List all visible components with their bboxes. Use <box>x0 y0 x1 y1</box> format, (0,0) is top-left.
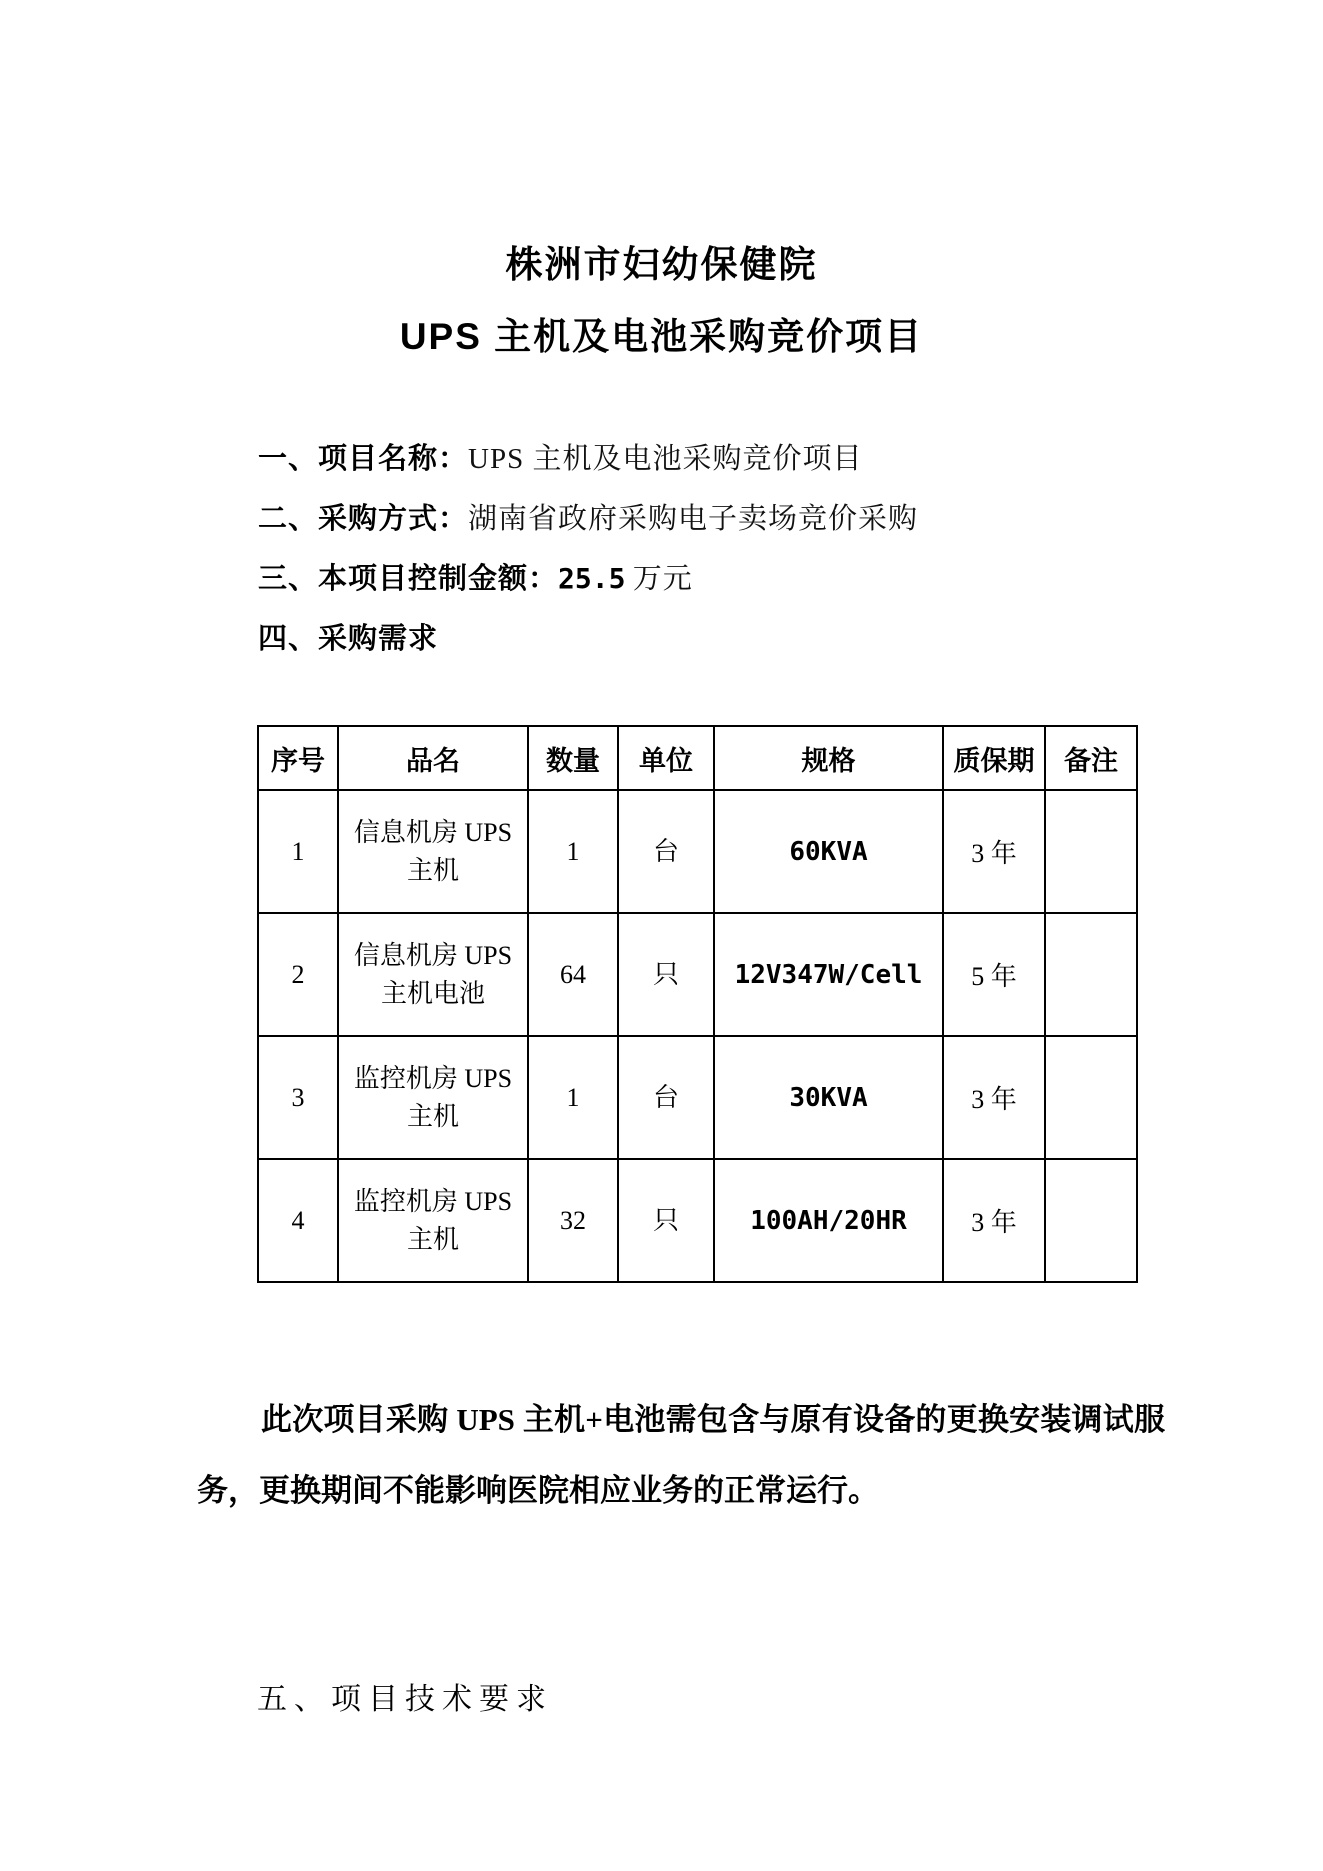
table-cell <box>1045 913 1137 1036</box>
table-header-cell: 备注 <box>1045 726 1137 790</box>
list-item-project-name <box>258 438 1218 498</box>
service-requirement-paragraph: 此次项目采购 UPS 主机+电池需包含与原有设备的更换安装调试服务，更换期间不能影响医院相应业务的正常运行。 <box>197 1402 1165 1508</box>
table-header-cell: 规格 <box>714 726 943 790</box>
table-header-row <box>258 726 1137 790</box>
table-cell: 台 <box>618 790 714 913</box>
control-amount-unit: 万元 <box>632 563 693 595</box>
table-cell: 5 年 <box>943 913 1045 1036</box>
table-cell: 信息机房 UPS 主机 <box>338 790 528 913</box>
table-cell: 只 <box>618 1159 714 1282</box>
requirements-table <box>257 725 1138 1283</box>
list-item-procurement-requirements <box>258 618 1218 678</box>
document-title-org: 株洲市妇幼保健院 <box>505 244 818 285</box>
numbered-list <box>258 438 1218 678</box>
list-item-control-amount <box>258 558 1218 618</box>
table-row <box>258 1036 1137 1159</box>
table-cell: 100AH/20HR <box>714 1159 943 1282</box>
table-cell: 60KVA <box>714 790 943 913</box>
table-cell: 1 <box>528 790 618 913</box>
list-item-label: 二、采购方式： <box>258 503 469 535</box>
table-cell <box>1045 1159 1137 1282</box>
table-cell: 3 年 <box>943 1159 1045 1282</box>
table-cell <box>1045 1036 1137 1159</box>
table-cell: 监控机房 UPS 主机 <box>338 1159 528 1282</box>
list-item-value: 湖南省政府采购电子卖场竞价采购 <box>468 503 919 535</box>
table-cell: 1 <box>528 1036 618 1159</box>
table-cell: 监控机房 UPS 主机 <box>338 1036 528 1159</box>
table-header-cell: 序号 <box>258 726 338 790</box>
table-cell <box>1045 790 1137 913</box>
section-heading-technical-requirements: 五、项目技术要求 <box>257 1683 553 1716</box>
table-cell: 信息机房 UPS 主机电池 <box>338 913 528 1036</box>
table-row <box>258 1159 1137 1282</box>
list-item-label: 三、本项目控制金额： <box>258 563 559 595</box>
table-cell: 台 <box>618 1036 714 1159</box>
list-item-label: 四、采购需求 <box>258 623 439 655</box>
table-header-cell: 数量 <box>528 726 618 790</box>
table-cell: 4 <box>258 1159 338 1282</box>
list-item-value: UPS 主机及电池采购竞价项目 <box>468 443 863 475</box>
list-item-label: 一、项目名称： <box>258 443 469 475</box>
table-cell: 1 <box>258 790 338 913</box>
table-cell: 3 年 <box>943 1036 1045 1159</box>
list-item-procurement-method <box>258 498 1218 558</box>
table-cell: 2 <box>258 913 338 1036</box>
table-header-cell: 单位 <box>618 726 714 790</box>
table-cell: 3 <box>258 1036 338 1159</box>
table-row <box>258 790 1137 913</box>
table-row <box>258 913 1137 1036</box>
control-amount-value: 25.5 <box>558 562 626 595</box>
table-cell: 3 年 <box>943 790 1045 913</box>
table-header-cell: 品名 <box>338 726 528 790</box>
table-cell: 64 <box>528 913 618 1036</box>
table-cell: 只 <box>618 913 714 1036</box>
table-cell: 32 <box>528 1159 618 1282</box>
document-title-project: UPS 主机及电池采购竞价项目 <box>399 316 924 357</box>
table-header-cell: 质保期 <box>943 726 1045 790</box>
table-cell: 30KVA <box>714 1036 943 1159</box>
table-cell: 12V347W/Cell <box>714 913 943 1036</box>
